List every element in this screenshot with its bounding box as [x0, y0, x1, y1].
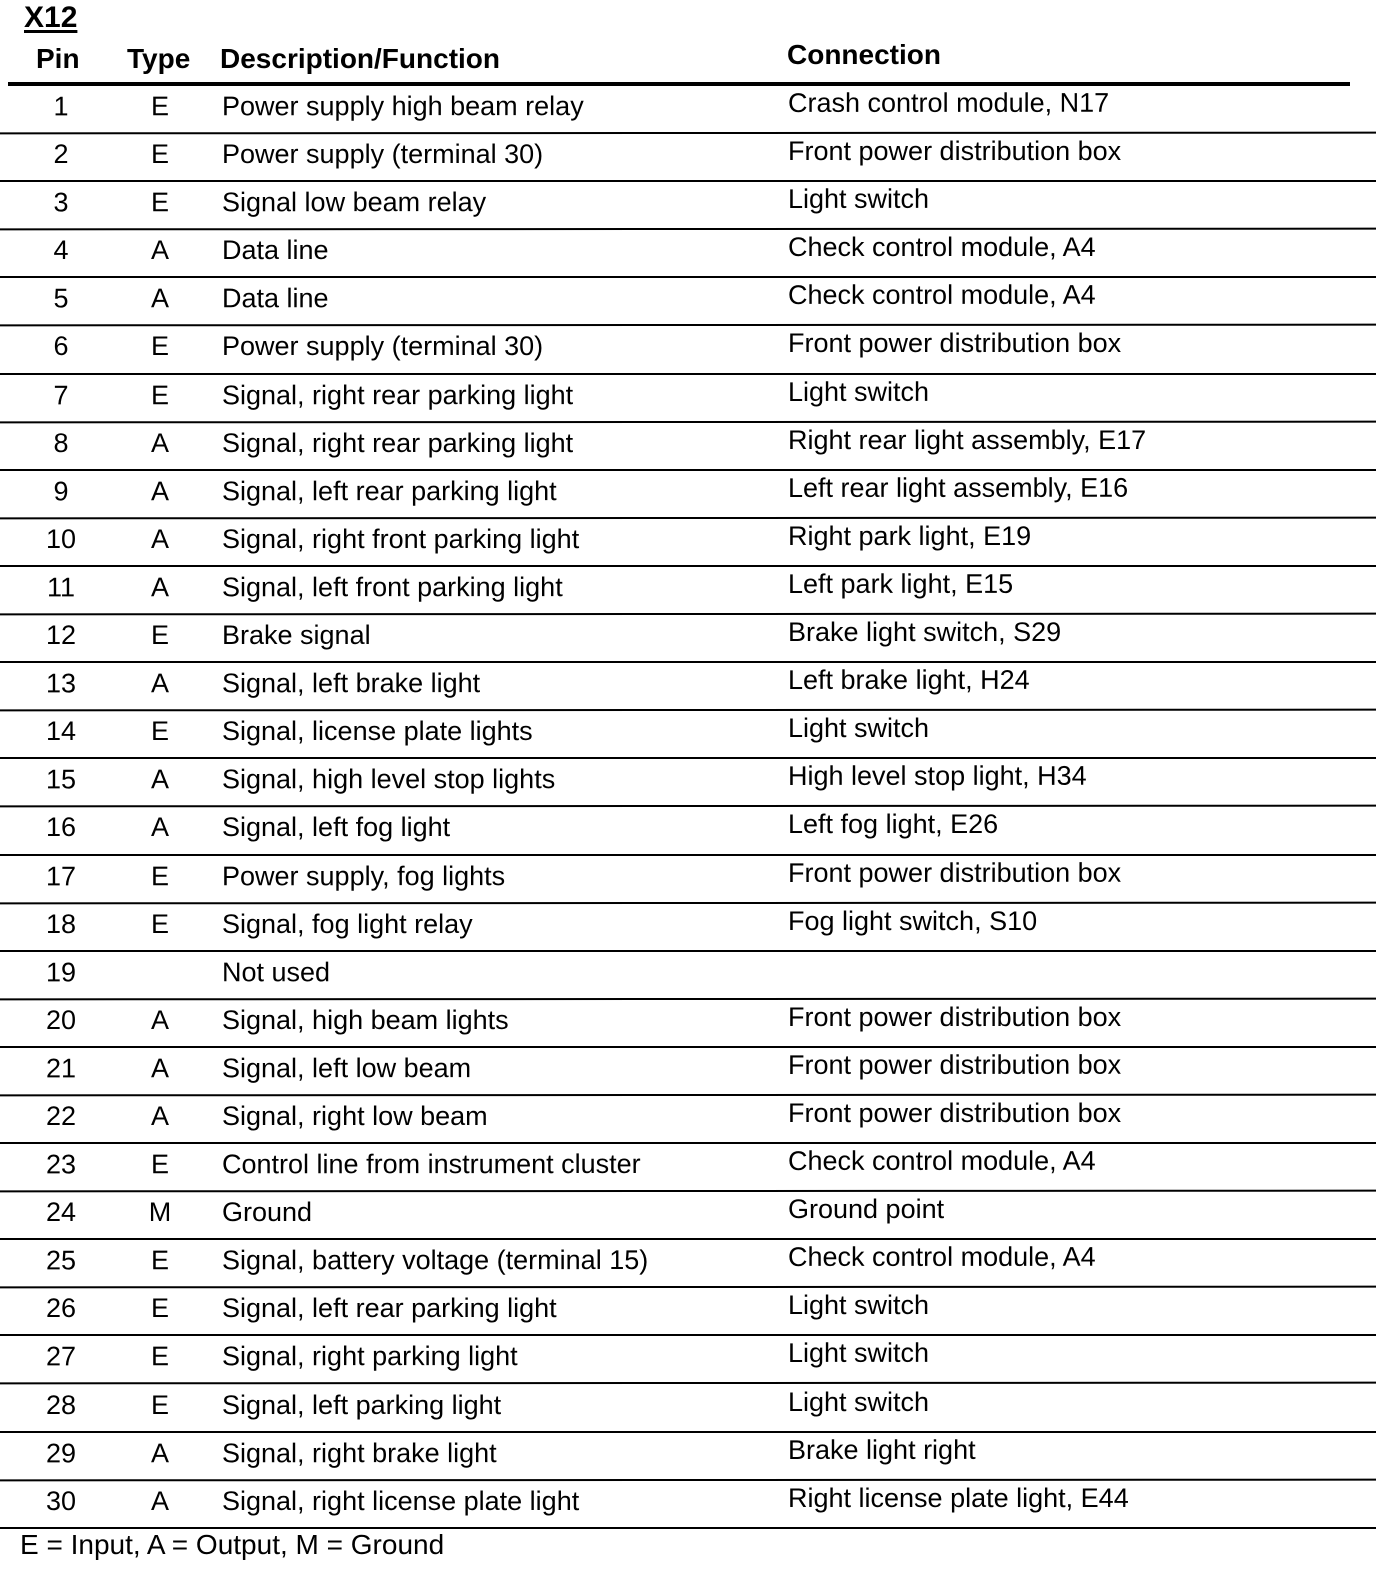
type-cell: A — [150, 668, 169, 699]
connection-cell: Front power distribution box — [788, 136, 1122, 167]
type-cell: E — [150, 1389, 169, 1420]
description-cell: Signal, fog light relay — [222, 908, 473, 939]
table-row — [0, 1385, 1376, 1433]
pin-cell: 11 — [46, 572, 76, 603]
table-row — [0, 711, 1376, 759]
description-cell: Data line — [222, 283, 329, 314]
type-cell: A — [150, 764, 169, 795]
table-row — [0, 759, 1376, 808]
description-cell: Signal, right front parking light — [222, 523, 580, 554]
pin-cell: 26 — [45, 1293, 77, 1324]
connection-cell: Ground point — [788, 1194, 945, 1225]
table-row — [0, 951, 1376, 1000]
header-pin: Pin — [36, 43, 80, 74]
description-cell: Signal, right parking light — [222, 1341, 518, 1372]
type-cell: E — [150, 139, 169, 170]
description-cell: Signal low beam relay — [222, 187, 487, 218]
description-cell: Control line from instrument cluster — [222, 1149, 641, 1180]
connection-cell: Check control module, A4 — [788, 232, 1096, 263]
description-cell: Power supply high beam relay — [222, 91, 584, 122]
type-cell: A — [150, 523, 169, 554]
pin-cell: 5 — [53, 283, 69, 314]
description-cell: Signal, right low beam — [222, 1100, 488, 1131]
type-cell: E — [150, 91, 169, 122]
pin-cell: 29 — [45, 1437, 77, 1468]
description-cell: Power supply (terminal 30) — [222, 331, 544, 362]
table-row — [0, 1240, 1376, 1289]
description-cell: Power supply, fog lights — [222, 860, 506, 891]
pin-cell: 17 — [45, 860, 77, 891]
connection-cell: Light switch — [788, 1386, 930, 1417]
type-cell: M — [148, 1197, 172, 1228]
header-type: Type — [127, 43, 191, 74]
description-cell: Signal, right license plate light — [222, 1485, 580, 1516]
connection-cell: Crash control module, N17 — [788, 87, 1110, 118]
pin-cell: 10 — [45, 523, 77, 554]
connection-cell: Light switch — [788, 376, 930, 407]
pin-cell: 24 — [45, 1197, 77, 1228]
connection-cell: Brake light right — [788, 1434, 976, 1465]
pin-cell: 19 — [45, 957, 77, 988]
pin-cell: 8 — [53, 427, 69, 458]
connection-cell: Light switch — [788, 1290, 930, 1321]
pin-cell: 9 — [53, 476, 69, 507]
type-cell: E — [150, 1149, 169, 1180]
type-cell: A — [150, 1437, 169, 1468]
type-cell: A — [150, 1004, 169, 1035]
header-description: Description/Function — [220, 43, 500, 74]
pin-cell: 22 — [45, 1100, 77, 1131]
connection-cell: Left park light, E15 — [788, 568, 1014, 599]
type-cell: A — [150, 1053, 169, 1084]
table-row — [0, 1288, 1376, 1336]
connection-cell: Check control module, A4 — [788, 1145, 1096, 1177]
description-cell: Signal, license plate lights — [222, 716, 533, 747]
pin-cell: 13 — [45, 668, 77, 699]
type-cell: A — [150, 572, 169, 603]
table-row — [0, 470, 1376, 519]
table-row — [0, 1144, 1376, 1193]
connection-cell: Brake light switch, S29 — [788, 617, 1062, 648]
description-cell: Signal, right rear parking light — [222, 379, 574, 410]
description-cell: Signal, battery voltage (terminal 15) — [222, 1245, 649, 1276]
table-row — [0, 374, 1376, 423]
description-cell: Data line — [222, 235, 329, 266]
connector-title: X12 — [24, 1, 78, 34]
type-cell: E — [150, 860, 169, 891]
pin-cell: 7 — [53, 379, 69, 410]
connection-cell: Check control module, A4 — [788, 1242, 1096, 1273]
table-row — [0, 807, 1376, 855]
description-cell: Signal, right brake light — [222, 1437, 497, 1468]
type-cell: E — [150, 187, 169, 218]
connection-cell: Front power distribution box — [788, 1049, 1122, 1080]
pin-cell: 6 — [53, 331, 69, 362]
pin-cell: 2 — [53, 139, 69, 170]
table-row — [0, 567, 1376, 616]
type-cell: A — [150, 1100, 169, 1131]
connection-cell: Light switch — [788, 184, 930, 215]
description-cell: Signal, left rear parking light — [222, 1293, 557, 1324]
type-cell: E — [150, 716, 169, 747]
connection-cell: Left fog light, E26 — [788, 809, 999, 840]
type-cell: E — [150, 331, 169, 362]
connection-cell: Front power distribution box — [788, 1097, 1122, 1128]
pin-cell: 28 — [45, 1389, 77, 1420]
type-cell: E — [150, 1293, 169, 1324]
pin-cell: 3 — [53, 187, 69, 218]
description-cell: Signal, left rear parking light — [222, 475, 557, 506]
type-cell: E — [150, 1341, 169, 1372]
pin-cell: 18 — [45, 908, 77, 939]
type-cell: A — [150, 283, 169, 314]
description-cell: Ground — [222, 1197, 313, 1228]
connection-cell: High level stop light, H34 — [788, 761, 1087, 792]
pin-cell: 27 — [45, 1341, 77, 1372]
type-cell: A — [150, 235, 169, 266]
description-cell: Signal, high beam lights — [222, 1004, 509, 1035]
table-row — [0, 904, 1376, 952]
description-cell: Signal, left brake light — [222, 668, 481, 699]
table-row — [0, 1048, 1376, 1097]
connection-cell: Left brake light, H24 — [788, 664, 1030, 696]
pin-cell: 1 — [53, 91, 69, 122]
description-cell: Brake signal — [222, 620, 371, 651]
connection-cell: Right license plate light, E44 — [788, 1482, 1129, 1513]
type-cell: E — [150, 908, 169, 939]
connection-cell: Front power distribution box — [788, 328, 1122, 359]
description-cell: Signal, left fog light — [222, 812, 451, 843]
pin-cell: 4 — [53, 235, 69, 266]
connection-cell: Front power distribution box — [788, 857, 1122, 888]
table-row — [0, 1192, 1376, 1240]
type-cell: E — [150, 620, 169, 651]
table-row — [0, 134, 1376, 182]
type-cell: A — [150, 1485, 169, 1516]
type-cell: E — [150, 379, 169, 410]
type-legend: E = Input, A = Output, M = Ground — [20, 1529, 445, 1560]
pin-cell: 14 — [45, 716, 77, 747]
table-row — [0, 519, 1376, 567]
description-cell: Signal, left front parking light — [222, 572, 563, 603]
connection-cell: Check control module, A4 — [788, 280, 1096, 311]
description-cell: Signal, left parking light — [222, 1389, 502, 1420]
pin-cell: 15 — [45, 764, 77, 795]
pin-cell: 25 — [45, 1245, 77, 1276]
table-row — [0, 663, 1376, 712]
connection-cell: Left rear light assembly, E16 — [788, 472, 1129, 503]
table-row — [0, 326, 1376, 374]
connection-cell: Fog light switch, S10 — [788, 905, 1038, 936]
table-row — [0, 278, 1376, 327]
table-row — [0, 1000, 1376, 1048]
table-row — [0, 615, 1376, 663]
table-row — [0, 1481, 1376, 1529]
table-row — [0, 230, 1376, 278]
pin-cell: 20 — [45, 1004, 77, 1035]
table-row — [0, 423, 1376, 471]
table-row — [0, 855, 1376, 904]
description-cell: Signal, high level stop lights — [222, 764, 556, 795]
connection-cell: Right park light, E19 — [788, 520, 1032, 551]
table-header — [0, 40, 1376, 80]
pin-cell: 16 — [45, 812, 77, 843]
description-cell: Not used — [222, 956, 331, 987]
description-cell: Signal, left low beam — [222, 1052, 472, 1084]
table-row — [0, 1096, 1376, 1144]
connection-cell: Light switch — [788, 1338, 930, 1369]
header-connection: Connection — [787, 39, 941, 70]
type-cell: A — [150, 476, 169, 507]
table-row — [0, 1432, 1376, 1481]
pin-cell: 30 — [45, 1485, 77, 1516]
table-row — [0, 1336, 1376, 1385]
description-cell: Signal, right rear parking light — [222, 427, 574, 458]
type-cell: A — [150, 427, 169, 458]
pin-cell: 23 — [45, 1149, 77, 1180]
connection-cell: Front power distribution box — [788, 1001, 1122, 1032]
type-cell — [140, 952, 180, 998]
pin-table-body — [0, 86, 1376, 1529]
connection-cell: Light switch — [788, 713, 930, 744]
table-row — [0, 182, 1376, 231]
pin-cell: 12 — [45, 620, 77, 651]
description-cell: Power supply (terminal 30) — [222, 139, 544, 170]
connection-cell: Right rear light assembly, E17 — [788, 424, 1147, 455]
type-cell: E — [150, 1245, 169, 1276]
pin-cell: 21 — [45, 1053, 77, 1084]
type-cell: A — [150, 812, 169, 843]
table-row — [0, 86, 1376, 135]
